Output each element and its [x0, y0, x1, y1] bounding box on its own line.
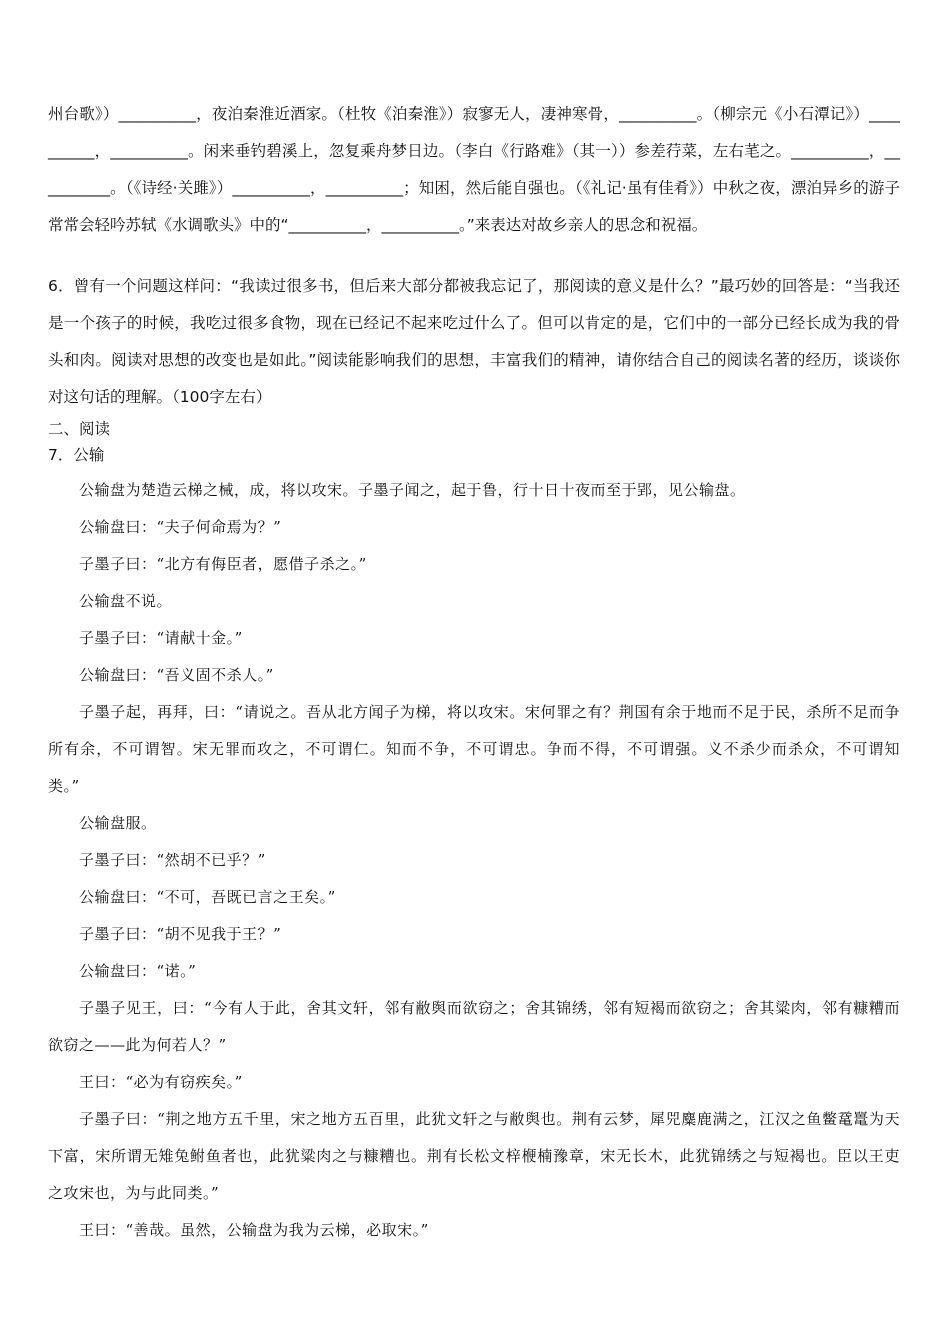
section-heading-reading: 二、阅读	[48, 420, 111, 438]
passage-paragraph: 公输盘服。	[79, 814, 157, 832]
passage-paragraph: 公输盘曰：“夫子何命焉为？”	[79, 518, 282, 536]
passage-paragraph: 公输盘曰：“诺。”	[79, 962, 197, 980]
passage-paragraph: 子墨子曰：“请献十金。”	[79, 629, 243, 647]
question-6: 6．曾有一个问题这样问：“我读过很多书，但后来大部分都被我忘记了，那阅读的意义是什么？”最巧妙的回答是：“当我还是一个孩子的时候，我吃过很多食物，现在已经记不起来吃过什么了。但可以肯定的是，它们中的一部分已经长成为我的骨头和肉。阅读对思想的改变也是如此。”阅读能影响我们的思想，丰富我们的精神，请你结合自己的阅读名著的经历，谈谈你对这句话的理解。（100字左右）	[48, 277, 900, 406]
question-7-title: 7．公输	[48, 446, 105, 464]
passage-paragraph: 公输盘为楚造云梯之械，成，将以攻宋。子墨子闻之，起于鲁，行十日十夜而至于郢，见公输盘。	[79, 481, 746, 499]
passage-paragraph: 公输盘不说。	[79, 592, 173, 610]
document-page	[48, 96, 900, 1249]
spacer	[48, 244, 900, 268]
passage-paragraph: 子墨子曰：“北方有侮臣者，愿借子杀之。”	[79, 555, 367, 573]
passage-paragraph: 王曰：“善哉。虽然，公输盘为我为云梯，必取宋。”	[79, 1221, 429, 1239]
passage-paragraph: 子墨子起，再拜，曰：“请说之。吾从北方闻子为梯，将以攻宋。宋何罪之有？荆国有余于地而不足于民，杀所不足而争所有余，不可谓智。宋无罪而攻之，不可谓仁。知而不争，不可谓忠。争而不得，不可谓强。义不杀少而杀众，不可谓知类。”	[48, 703, 900, 795]
passage-paragraph: 王曰：“必为有窃疾矣。”	[79, 1073, 243, 1091]
passage-paragraph: 子墨子曰：“然胡不已乎？”	[79, 851, 266, 869]
passage-paragraph: 公输盘曰：“吾义固不杀人。”	[79, 666, 274, 684]
passage-paragraph: 子墨子见王，曰：“今有人于此，舍其文轩，邻有敝舆而欲窃之；舍其锦绣，邻有短褐而欲窃之；舍其粱肉，邻有糠糟而欲窃之——此为何若人？”	[48, 999, 900, 1054]
passage-paragraph: 子墨子曰：“荆之地方五千里，宋之地方五百里，此犹文轩之与敝舆也。荆有云梦，犀兕麋鹿满之，江汉之鱼鳖鼋鼍为天下富，宋所谓无雉兔鲋鱼者也，此犹粱肉之与糠糟也。荆有长松文梓楩楠豫章，宋无长木，此犹锦绣之与短褐也。臣以王吏之攻宋也，为与此同类。”	[48, 1110, 900, 1202]
passage-paragraph: 公输盘曰：“不可，吾既已言之王矣。”	[79, 888, 336, 906]
section5-continuation: 州台歌》）__________，夜泊秦淮近酒家。（杜牧《泊秦淮》）寂寥无人，凄神寒骨，__________。（柳宗元《小石潭记》）__________，__________。闲来垂钓碧溪上，忽复乘舟梦日边。（李白《行路难》（其一））参差荇菜，左右芼之。__________，__________。（《诗经·关雎》）__________，__________；知困，然后能自强也。（《礼记·虽有佳肴》）中秋之夜，漂泊异乡的游子常常会轻吟苏轼《水调歌头》中的“__________，__________。”来表达对故乡亲人的思念和祝福。	[48, 105, 900, 234]
passage-paragraph: 子墨子曰：“胡不见我于王？”	[79, 925, 282, 943]
